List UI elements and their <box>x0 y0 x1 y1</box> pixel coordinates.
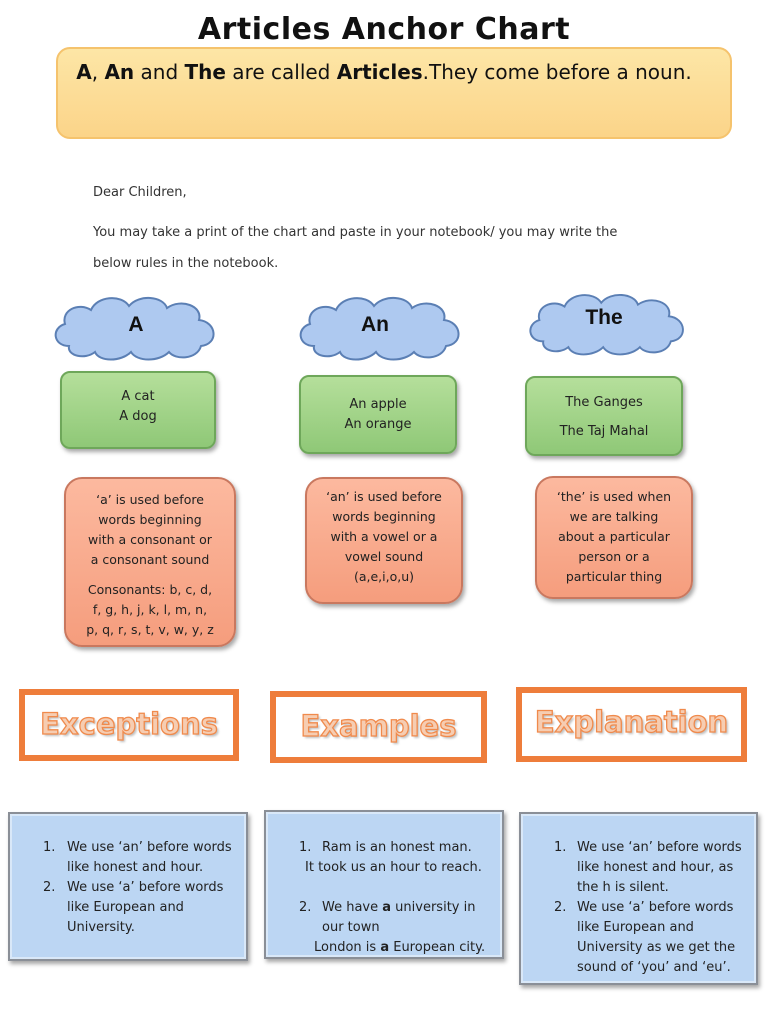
rule-box-a <box>64 477 236 647</box>
cloud-label-an: An <box>361 313 389 336</box>
list-item: Ram is an honest man. <box>322 840 472 855</box>
intro-line-1: You may take a print of the chart and paste in your notebook/ you may write the <box>93 225 618 240</box>
list-item: like European and <box>577 920 694 935</box>
rule-line: words beginning <box>332 509 436 524</box>
list-item: We use ‘an’ before words <box>67 840 232 855</box>
rule-line: (a,e,i,o,u) <box>353 569 415 584</box>
cloud-a <box>47 288 225 366</box>
list-number: 1. <box>554 840 567 855</box>
rule-line: ‘a’ is used before <box>96 492 204 507</box>
rule-box-the <box>535 476 693 599</box>
example-box-the <box>525 376 683 456</box>
rule-line: vowel sound <box>344 549 424 564</box>
list-item: our town <box>322 920 380 935</box>
rule-box-an <box>305 477 463 604</box>
rule-line: person or a <box>578 549 650 564</box>
consonants-line: f, g, h, j, k, l, m, n, <box>92 602 208 617</box>
examples-label-frame <box>270 691 487 763</box>
cloud-the <box>522 284 694 362</box>
rule-line: ‘the’ is used when <box>556 489 672 504</box>
intro-line-2: below rules in the notebook. <box>93 256 279 271</box>
greeting: Dear Children, <box>93 185 187 200</box>
page-subtitle: A, An and The are called Articles.They come before a noun. <box>76 60 692 84</box>
example-line: A cat <box>121 389 155 404</box>
list-item: We use ‘a’ before words <box>577 900 734 915</box>
list-item: like honest and hour, as <box>577 860 734 875</box>
list-number: 1. <box>43 840 56 855</box>
list-item: We use ‘a’ before words <box>67 880 224 895</box>
rule-line: we are talking <box>569 509 659 524</box>
list-number: 2. <box>43 880 56 895</box>
rule-line: about a particular <box>558 529 670 544</box>
example-line: The Ganges <box>565 395 643 410</box>
list-number: 2. <box>299 900 312 915</box>
consonants-line: Consonants: b, c, d, <box>87 582 213 597</box>
rule-line: a consonant sound <box>90 552 210 567</box>
cloud-an <box>292 288 470 366</box>
example-box-an <box>299 375 457 454</box>
list-item: University as we get the <box>577 940 736 955</box>
exceptions-label-frame <box>19 689 239 761</box>
consonants-line: p, q, r, s, t, v, w, y, z <box>86 622 214 637</box>
list-item: sound of ‘you’ and ‘eu’. <box>577 960 731 975</box>
example-line: A dog <box>119 409 157 424</box>
rule-line: ‘an’ is used before <box>326 489 442 504</box>
rule-line: with a consonant or <box>88 532 212 547</box>
cloud-label-a: A <box>128 313 144 336</box>
rule-line: words beginning <box>98 512 202 527</box>
list-item: University. <box>67 920 135 935</box>
example-line: An orange <box>344 417 412 432</box>
page-title: Articles Anchor Chart <box>197 12 571 47</box>
explanation-box <box>519 812 758 985</box>
explanation-label-frame <box>516 687 747 762</box>
list-number: 2. <box>554 900 567 915</box>
rule-line: with a vowel or a <box>330 529 438 544</box>
rule-line: particular thing <box>565 569 663 584</box>
list-item: like honest and hour. <box>67 860 204 875</box>
example-line: The Taj Mahal <box>559 424 649 439</box>
list-item: London is a European city. <box>314 940 486 955</box>
list-item: like European and <box>67 900 184 915</box>
explanation-heading: Explanation <box>534 705 729 739</box>
list-item: We have a university in <box>322 900 476 915</box>
examples-heading: Examples <box>300 709 457 743</box>
example-line: An apple <box>349 397 407 412</box>
list-number: 1. <box>299 840 312 855</box>
list-item: We use ‘an’ before words <box>577 840 742 855</box>
exceptions-heading: Exceptions <box>40 707 218 741</box>
exceptions-box <box>8 812 248 961</box>
cloud-label-the: The <box>585 306 623 329</box>
list-item: It took us an hour to reach. <box>305 860 482 875</box>
list-item: the h is silent. <box>577 880 669 895</box>
example-box-a <box>60 371 216 449</box>
examples-box <box>264 810 504 959</box>
